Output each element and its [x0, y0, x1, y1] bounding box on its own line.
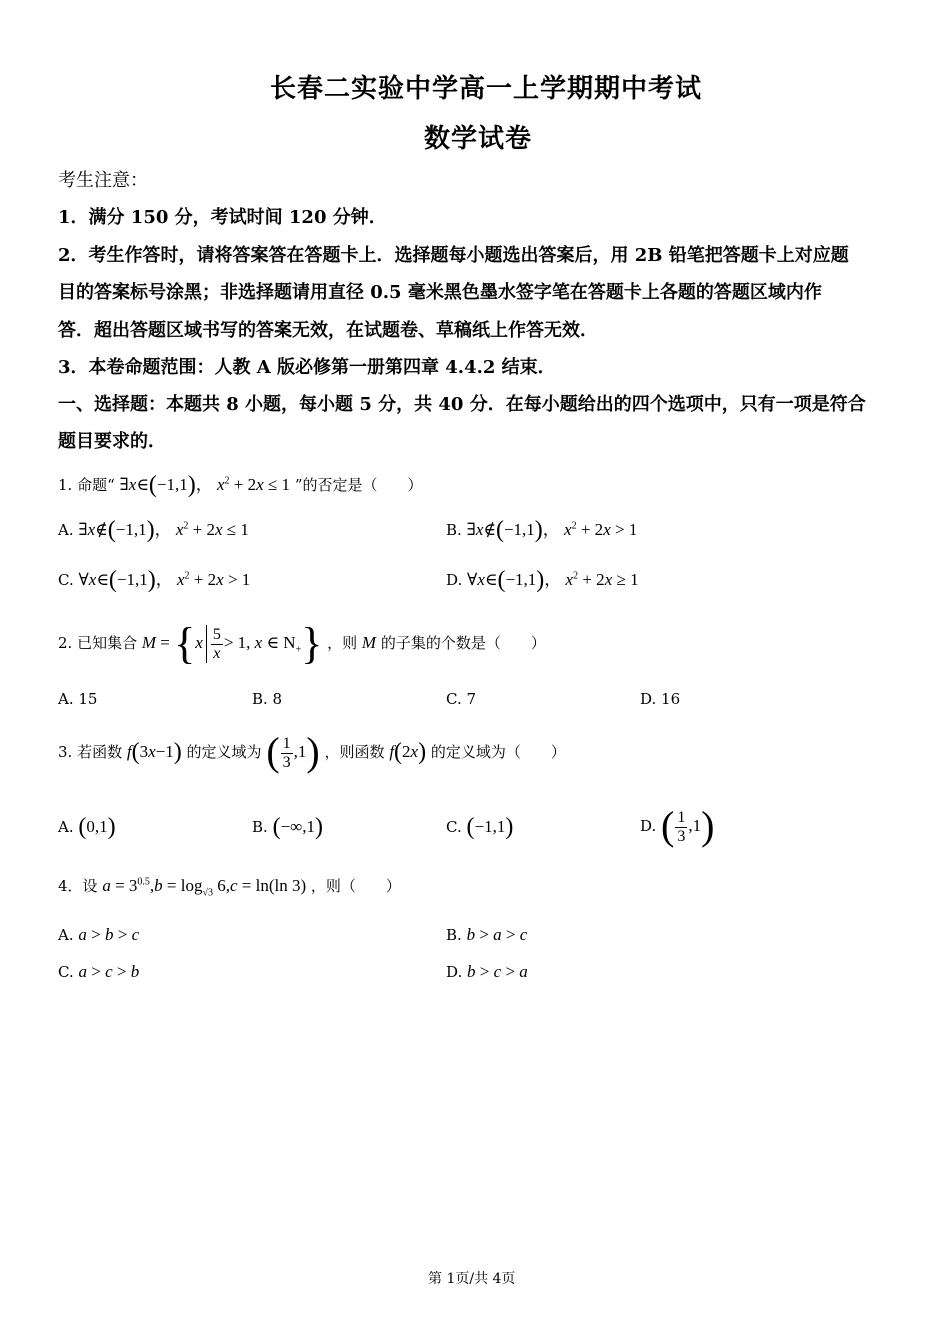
question-2-mid: ，则 [327, 634, 358, 652]
question-2-option-c: C. 7 [446, 690, 477, 708]
question-4-suffix: ，则（ ） [310, 877, 401, 895]
page-number: 第 1页/共 4页 [428, 1271, 516, 1287]
option-c-formula: (−1,1) [466, 814, 514, 840]
option-b-formula: (−∞,1) [272, 814, 324, 840]
question-4-prefix: 4．设 [58, 877, 98, 895]
question-3-suffix: 的定义域为（ ） [430, 743, 566, 761]
question-3-option-b [252, 814, 323, 841]
question-3-prefix: 3. 若函数 [58, 743, 123, 761]
option-b-label: B. [446, 521, 462, 539]
option-b-formula: ∃x∉(−1,1)， $x^2 + 2x > 1$ [466, 517, 638, 543]
page-subtitle: 数学试卷 [424, 124, 533, 154]
option-c-label: C. [58, 571, 74, 589]
question-4-option-d [446, 962, 528, 982]
notice-item-3: 3．本卷命题范围：人教 A 版必修第一册第四章 4.4.2 结束． [58, 357, 556, 378]
option-a-label: A. [58, 926, 74, 944]
question-3 [58, 728, 566, 775]
question-3-function-2: f(2x) [389, 739, 427, 765]
option-d-label: D. [446, 571, 463, 589]
question-2-option-a: A. 15 [58, 690, 98, 708]
notice-item-2-line-1: 2．考生作答时，请将答案答在答题卡上．选择题每小题选出答案后，用 2B 铅笔把答题卡上对应题 [58, 245, 849, 266]
notice-heading: 考生注意： [58, 170, 148, 191]
option-d-label: D. [446, 963, 463, 981]
question-1-option-c [58, 565, 250, 594]
question-2-set-name: M [361, 633, 377, 652]
question-1-option-d [446, 565, 639, 594]
question-4-formula: $a = 3^{0.5},b = \log_{√3} 6,c = \ln(\ln$ 3) [102, 876, 307, 899]
question-3-option-a [58, 814, 116, 841]
question-2-set-formula: M = {x $\frac{5}{x}$ > 1, x ∈ $N_+$} [141, 619, 323, 668]
option-c-formula: ∀x∈(−1,1)， $x^2 + 2x > 1$ [78, 567, 251, 593]
option-a-formula: ∃x∉(−1,1)， $x^2 + 2x \le 1$ [78, 517, 249, 543]
question-1-option-a [58, 515, 249, 544]
question-3-option-c [446, 814, 513, 841]
question-3-option-d [640, 802, 714, 849]
question-1-option-b [446, 515, 637, 544]
option-b-formula: b > a > c [466, 925, 528, 944]
question-4 [58, 875, 401, 898]
notice-item-2-line-2: 目的答案标号涂黑；非选择题请用直径 0.5 毫米黑色墨水签字笔在答题卡上各题的答题区域内作 [58, 282, 822, 303]
option-a-label: A. [58, 521, 74, 539]
option-c-label: C. [58, 963, 74, 981]
notice-item-1: 1．满分 150 分，考试时间 120 分钟． [58, 207, 387, 228]
option-c-formula: a > c > b [78, 962, 140, 981]
option-b-label: B. [446, 926, 462, 944]
question-4-option-c [58, 962, 139, 982]
option-d-formula: ( $\frac{1}{3}$ ,1) [661, 803, 715, 848]
option-d-formula: ∀x∈(−1,1)， $x^2 + 2x \ge 1$ [467, 567, 639, 593]
option-a-formula: (0,1) [78, 814, 116, 840]
question-1 [58, 470, 422, 499]
question-4-option-b [446, 925, 527, 945]
question-2-suffix: 的子集的个数是（ ） [380, 634, 546, 652]
option-a-formula: a > b > c [78, 925, 140, 944]
notice-item-2-line-3: 答．超出答题区域书写的答案无效，在试题卷、草稿纸上作答无效． [58, 320, 598, 341]
question-4-option-a [58, 925, 139, 945]
question-1-suffix: ”的否定是（ ） [294, 476, 423, 494]
question-3-function-1: f(3x−1) [126, 739, 182, 765]
question-2-option-d: D. 16 [640, 690, 681, 708]
question-3-mid-1: 的定义域为 [186, 743, 262, 761]
section-heading-line-1: 一、选择题：本题共 8 小题，每小题 5 分，共 40 分．在每小题给出的四个选项中，只有一项是符合 [58, 394, 866, 415]
page-title: 长春二实验中学高一上学期期中考试 [270, 74, 703, 104]
question-3-domain: ( $\frac{1}{3}$ ,1) [266, 729, 320, 774]
question-2-prefix: 2. 已知集合 [58, 634, 138, 652]
option-b-label: B. [252, 818, 268, 836]
question-1-formula: ∃x∈(−1,1)， $x^2 + 2x \le 1$ [119, 472, 291, 498]
option-a-label: A. [58, 818, 74, 836]
question-2-option-b: B. 8 [252, 690, 283, 708]
question-3-mid-2: ，则函数 [324, 743, 385, 761]
option-d-label: D. [640, 817, 657, 835]
question-2 [58, 618, 546, 669]
section-heading-line-2: 题目要求的． [58, 431, 166, 452]
option-d-formula: b > c > a [467, 962, 528, 981]
question-1-prefix: 1. 命题“ [58, 476, 115, 494]
option-c-label: C. [446, 818, 462, 836]
